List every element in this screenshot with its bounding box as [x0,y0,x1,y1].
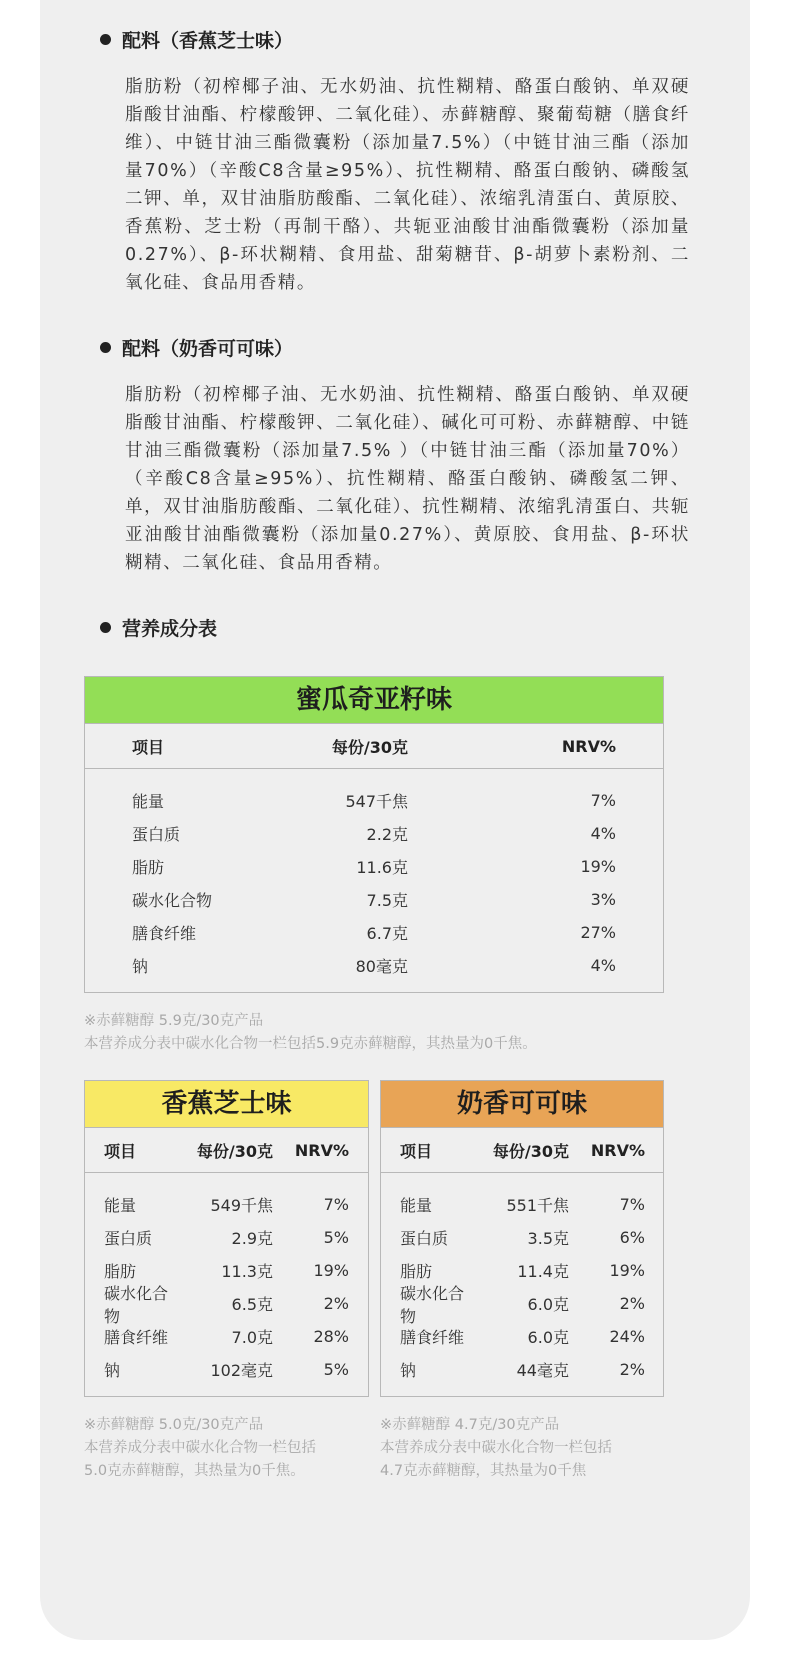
row-nrv: 2% [323,1294,349,1313]
row-amount: 6.0克 [527,1328,569,1347]
table-title-melon: 蜜瓜奇亚籽味 [85,677,663,724]
row-name: 钠 [400,1361,417,1380]
row-name: 能量 [104,1196,137,1215]
footnote-melon [84,1010,537,1056]
table-body-banana [85,1173,368,1386]
row-name: 脂肪 [400,1262,433,1281]
row-name: 能量 [400,1196,433,1215]
table-body-melon [85,769,663,982]
ingredients-banana-section [100,26,690,297]
nutrition-heading [100,614,690,640]
row-amount: 11.4克 [517,1262,569,1281]
footnote-melon-line2: 本营养成分表中碳水化合物一栏包括5.9克赤藓糖醇，其热量为0千焦。 [84,1036,537,1052]
table-header-row [381,1128,663,1173]
row-name: 膳食纤维 [132,924,197,943]
row-amount: 2.9克 [231,1229,273,1248]
ingredients-banana-title: 配料（香蕉芝士味） [122,29,294,52]
row-name: 蛋白质 [104,1229,153,1248]
row-nrv: 6% [619,1228,645,1247]
table-row [85,1221,368,1254]
footnote-cocoa [380,1414,612,1483]
header-per-serving: 每份/30克 [492,1141,569,1161]
table-row [381,1221,663,1254]
header-item: 项目 [104,1141,137,1161]
row-nrv: 19% [609,1261,645,1280]
table-header-row [85,724,663,769]
row-amount: 44毫克 [516,1361,569,1380]
row-name: 膳食纤维 [400,1328,465,1347]
nutrition-table-banana [84,1080,369,1397]
footnote-banana-line1: ※赤藓糖醇 5.0克/30克产品 [84,1417,264,1433]
bullet-icon [100,34,111,45]
row-name: 脂肪 [104,1262,137,1281]
table-row [85,949,663,982]
row-nrv: 4% [590,956,616,975]
row-nrv: 27% [580,923,616,942]
footnote-cocoa-line3: 4.7克赤藓糖醇，其热量为0千焦 [380,1463,587,1479]
row-nrv: 5% [323,1228,349,1247]
table-row [85,850,663,883]
row-amount: 551千焦 [506,1196,569,1215]
row-name: 能量 [132,792,165,811]
ingredients-cocoa-heading [100,334,690,360]
row-name: 蛋白质 [400,1229,449,1248]
table-header-row [85,1128,368,1173]
row-amount: 2.2克 [366,825,408,844]
footnote-melon-line1: ※赤藓糖醇 5.9克/30克产品 [84,1013,264,1029]
ingredients-banana-text: 脂肪粉（初榨椰子油、无水奶油、抗性糊精、酪蛋白酸钠、单双硬脂酸甘油酯、柠檬酸钾、二氧化硅）、赤藓糖醇、聚葡萄糖（膳食纤维）、中链甘油三酯微囊粉（添加量7.5%）（中链甘油三酯（添加量70%）（辛酸C8含量≥95%）、抗性糊精、酪蛋白酸钠、磷酸氢二钾、单，双甘油脂肪酸酯、二氧化硅）、浓缩乳清蛋白、黄原胶、香蕉粉、芝士粉（再制干酪）、共轭亚油酸甘油酯微囊粉（添加量0.27%）、β-环状糊精、食用盐、甜菊糖苷、β-胡萝卜素粉剂、二氧化硅、食品用香精。 [125,77,690,293]
row-nrv: 2% [619,1294,645,1313]
row-amount: 7.0克 [231,1328,273,1347]
ingredients-cocoa-section [100,334,690,577]
row-nrv: 7% [619,1195,645,1214]
row-nrv: 7% [323,1195,349,1214]
row-amount: 6.0克 [527,1295,569,1314]
table-row [85,916,663,949]
row-amount: 7.5克 [366,891,408,910]
row-nrv: 7% [590,791,616,810]
row-amount: 80毫克 [355,957,408,976]
ingredients-banana-heading [100,26,690,52]
row-name: 钠 [132,957,149,976]
row-nrv: 4% [590,824,616,843]
table-title-banana: 香蕉芝士味 [85,1081,368,1128]
footnote-banana-line3: 5.0克赤藓糖醇，其热量为0千焦。 [84,1463,305,1479]
row-nrv: 28% [313,1327,349,1346]
nutrition-title: 营养成分表 [122,617,218,640]
table-row [85,1320,368,1353]
row-nrv: 19% [580,857,616,876]
table-row [85,1188,368,1221]
table-title-cocoa: 奶香可可味 [381,1081,663,1128]
bullet-icon [100,622,111,633]
footnote-cocoa-line1: ※赤藓糖醇 4.7克/30克产品 [380,1417,560,1433]
footnote-cocoa-line2: 本营养成分表中碳水化合物一栏包括 [380,1440,612,1456]
row-amount: 3.5克 [527,1229,569,1248]
row-name: 钠 [104,1361,121,1380]
footnote-banana [84,1414,316,1483]
row-name: 碳水化合物 [132,891,213,910]
row-nrv: 19% [313,1261,349,1280]
row-amount: 547千焦 [345,792,408,811]
row-nrv: 3% [590,890,616,909]
row-nrv: 2% [619,1360,645,1379]
row-amount: 11.6克 [356,858,408,877]
row-name: 碳水化合物 [400,1283,465,1326]
table-row [85,817,663,850]
row-amount: 102毫克 [210,1361,273,1380]
header-nrv: NRV% [294,1140,349,1160]
header-item: 项目 [400,1141,433,1161]
header-per-serving: 每份/30克 [196,1141,273,1161]
table-row [381,1283,663,1326]
table-body-cocoa [381,1173,663,1386]
nutrition-section [100,614,690,640]
row-name: 蛋白质 [132,825,181,844]
nutrition-table-melon [84,676,664,993]
nutrition-table-cocoa [380,1080,664,1397]
bullet-icon [100,342,111,353]
row-name: 脂肪 [132,858,165,877]
row-amount: 6.5克 [231,1295,273,1314]
header-nrv: NRV% [561,736,616,756]
table-row [381,1188,663,1221]
header-per-serving: 每份/30克 [331,737,408,757]
row-amount: 6.7克 [366,924,408,943]
table-row [381,1353,663,1386]
row-amount: 11.3克 [221,1262,273,1281]
row-name: 碳水化合物 [104,1283,169,1326]
table-row [85,883,663,916]
table-row [85,1353,368,1386]
ingredients-cocoa-text: 脂肪粉（初榨椰子油、无水奶油、抗性糊精、酪蛋白酸钠、单双硬脂酸甘油酯、柠檬酸钾、二氧化硅）、碱化可可粉、赤藓糖醇、中链甘油三酯微囊粉（添加量7.5% ）（中链甘油三酯（添加量70%）（辛酸C8含量≥95%）、抗性糊精、酪蛋白酸钠、磷酸氢二钾、单，双甘油脂肪酸酯、二氧化硅）、抗性糊精、浓缩乳清蛋白、共轭亚油酸甘油酯微囊粉（添加量0.27%）、黄原胶、食用盐、β-环状糊精、二氧化硅、食品用香精。 [125,385,690,573]
table-row [85,1283,368,1326]
row-amount: 549千焦 [210,1196,273,1215]
row-name: 膳食纤维 [104,1328,169,1347]
ingredients-cocoa-title: 配料（奶香可可味） [122,337,294,360]
row-nrv: 5% [323,1360,349,1379]
row-nrv: 24% [609,1327,645,1346]
header-item: 项目 [132,737,165,757]
footnote-banana-line2: 本营养成分表中碳水化合物一栏包括 [84,1440,316,1456]
table-row [85,784,663,817]
table-row [381,1320,663,1353]
header-nrv: NRV% [590,1140,645,1160]
